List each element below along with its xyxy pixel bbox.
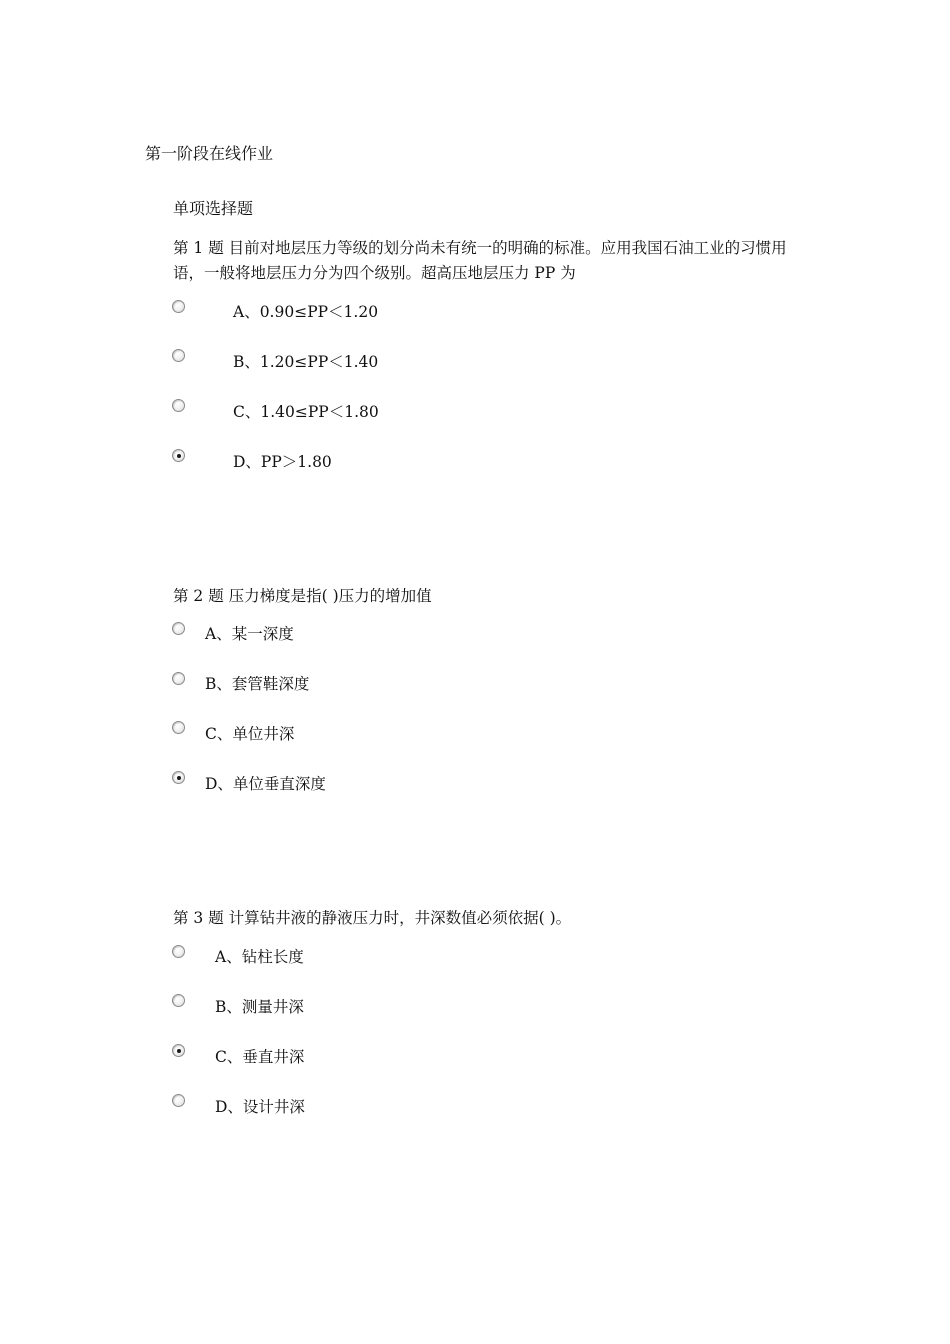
q1-option-c-label: C、1.40≤PP＜1.80 — [233, 403, 379, 421]
q3-option-c-label: C、垂直井深 — [215, 1048, 305, 1066]
question-3-text: 第 3 题 计算钻井液的静液压力时，井深数值必须依据( )。 — [173, 909, 572, 927]
q3-option-b-radio[interactable] — [172, 994, 185, 1007]
q1-option-b-radio[interactable] — [172, 349, 185, 362]
q2-option-c-label: C、单位井深 — [205, 725, 295, 743]
q2-option-a-radio[interactable] — [172, 622, 185, 635]
section-title: 单项选择题 — [173, 199, 254, 218]
question-1-text: 第 1 题 目前对地层压力等级的划分尚未有统一的明确的标准。应用我国石油工业的习惯用语，一般将地层压力分为四个级别。超高压地层压力 PP 为 — [173, 239, 787, 282]
q2-option-a-label: A、某一深度 — [205, 625, 294, 643]
q3-option-a-radio[interactable] — [172, 945, 185, 958]
q1-option-a-radio[interactable] — [172, 300, 185, 313]
page-title: 第一阶段在线作业 — [145, 144, 274, 163]
q1-option-d-label: D、PP＞1.80 — [233, 453, 332, 471]
q3-option-d-radio[interactable] — [172, 1094, 185, 1107]
q1-option-a-label: A、0.90≤PP＜1.20 — [233, 303, 379, 321]
q3-option-d-label: D、设计井深 — [215, 1098, 305, 1116]
q1-option-c-radio[interactable] — [172, 399, 185, 412]
q3-option-c-radio[interactable] — [172, 1044, 185, 1057]
q2-option-b-label: B、套管鞋深度 — [205, 675, 310, 693]
q2-option-d-radio[interactable] — [172, 771, 185, 784]
q3-option-a-label: A、钻柱长度 — [215, 948, 304, 966]
q2-option-d-label: D、单位垂直深度 — [205, 775, 326, 793]
question-2-text: 第 2 题 压力梯度是指( )压力的增加值 — [173, 587, 432, 605]
q2-option-b-radio[interactable] — [172, 672, 185, 685]
q2-option-c-radio[interactable] — [172, 721, 185, 734]
q1-option-d-radio[interactable] — [172, 449, 185, 462]
q1-option-b-label: B、1.20≤PP＜1.40 — [233, 353, 379, 371]
q3-option-b-label: B、测量井深 — [215, 998, 304, 1016]
